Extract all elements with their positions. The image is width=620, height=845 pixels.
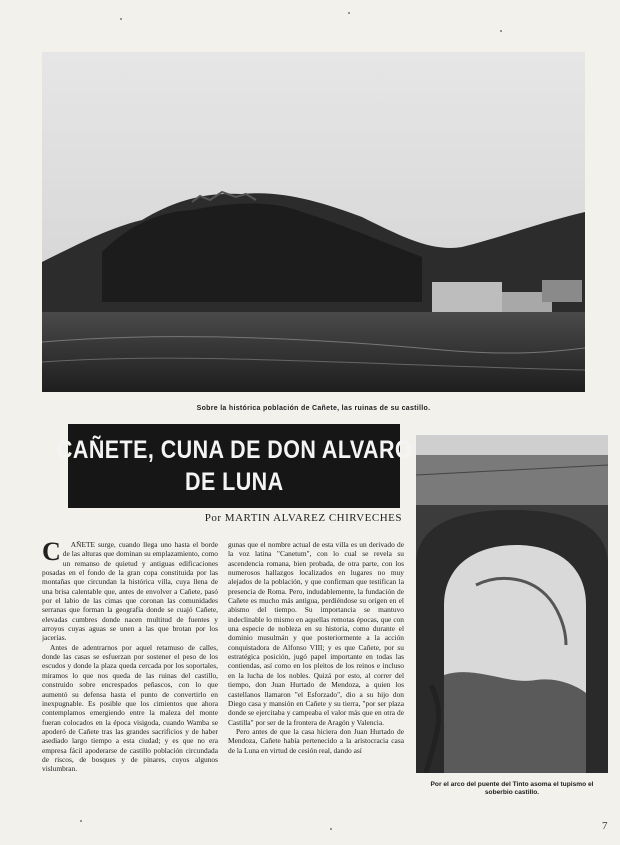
print-speck (80, 820, 82, 822)
page-number: 7 (602, 820, 608, 832)
paragraph: AÑETE surge, cuando llega uno hasta el borde de las alturas que dominan su emplazamiento, como un remanso de quietud y antiguas edificaciones posadas en el fondo de la gran copa constituida por las montañas que circundan la histórica villa, cuya llena de una brisa calentable que, antes de envolver a Cañete, pasó por el labio de las cimas que coronan las comunidades serranas que forman la geografía donde se cuajó Cañete, elevadas cumbres donde nacen multitud de fuentes y arroyos cuyas aguas se unen a las que brotan por los jacerías. (42, 540, 218, 643)
print-speck (500, 30, 502, 32)
print-speck (330, 828, 332, 830)
print-speck (348, 12, 350, 14)
article-title (56, 424, 412, 508)
bridge-arch-illustration (416, 435, 608, 773)
bridge-arch-photo (416, 435, 608, 773)
castle-hill-illustration (42, 52, 585, 392)
castle-hill-photo (42, 52, 585, 392)
article-column-2 (228, 540, 404, 830)
dropcap: C (42, 540, 61, 566)
paragraph: gunas que el nombre actual de esta villa es un derivado de la voz latina "Canetum", con lo cual se revela su ascendencia romana, bien probada, de otra parte, con los numerosos hallazgos localizados en lugares no muy alejados de la población, y que confirman que testifican la presencia de Roma. Pero, indudablemente, la fundación de Cañete es mucho más antigua, perdiéndose su origen en el abismo del tiempo. Su importancia se mantuvo indeclinable lo mismo en aquellas remotas épocas, que con una especie de nobleza en su historia, como durante el dominio musulmán y que posteriormente a la acción conquistadora de Alfonso VIII; y es que Cañete, por su estratégica posición, jugó papel importante en todas las contiendas, así como en los pleitos de los reinos e incluso en la lucha de los nobles. Quizá por esto, al correr del tiempo, don Juan Hurtado de Mendoza, a quien los castellanos llamaron "el Esforzado", dio a su hijo don Diego casa y mansión en Cañete y su tierra, "por ser plaza donde se ejercitaba y campeaba el valor más que en otra de Castilla" por ser de la frontera de Aragón y Valencia. (228, 540, 404, 727)
paragraph: Pero antes de que la casa hiciera don Juan Hurtado de Mendoza, Cañete había pertenecido a la aristocracia casa de la Luna en virtud de cesión real, dando así (228, 726, 404, 755)
top-photo-caption: Sobre la histórica población de Cañete, las ruinas de su castillo. (196, 405, 431, 412)
print-speck (120, 18, 122, 20)
title-line-2: DE LUNA (184, 468, 284, 496)
article-byline: Por MARTIN ALVAREZ CHIRVECHES (204, 512, 402, 524)
article-column-1 (42, 540, 218, 830)
title-line-1: CAÑETE, CUNA DE DON ALVARO (56, 436, 412, 464)
right-photo-caption: Por el arco del puente del Tinto asoma el tupismo el soberbio castillo. (430, 781, 594, 796)
paragraph: Antes de adentrarnos por aquel retamuso de calles, donde las casas se esfuerzan por sostener el peso de los escudos y donde la plaza queda cercada por los soportales, miramos lo que nos queda de las ruinas del castillo, construido sobre encrespados peñascos, con lo que aumentó su defensa hasta el punto de convertirlo en inexpugnable. Es posible que los cimientos que ahora contemplamos emergiendo entre la maleza del monte fueran colocados en la época visigoda, cuando Wamba se apoderó de Cañete tras las grandes sacrificios y de haber asediado largo tiempo a esta ciudad; y es que no era empresa fácil apoderarse de castillo población circundada de riscos, de bosques y de pinares, cuyos algunos vislumbran. (42, 642, 218, 774)
